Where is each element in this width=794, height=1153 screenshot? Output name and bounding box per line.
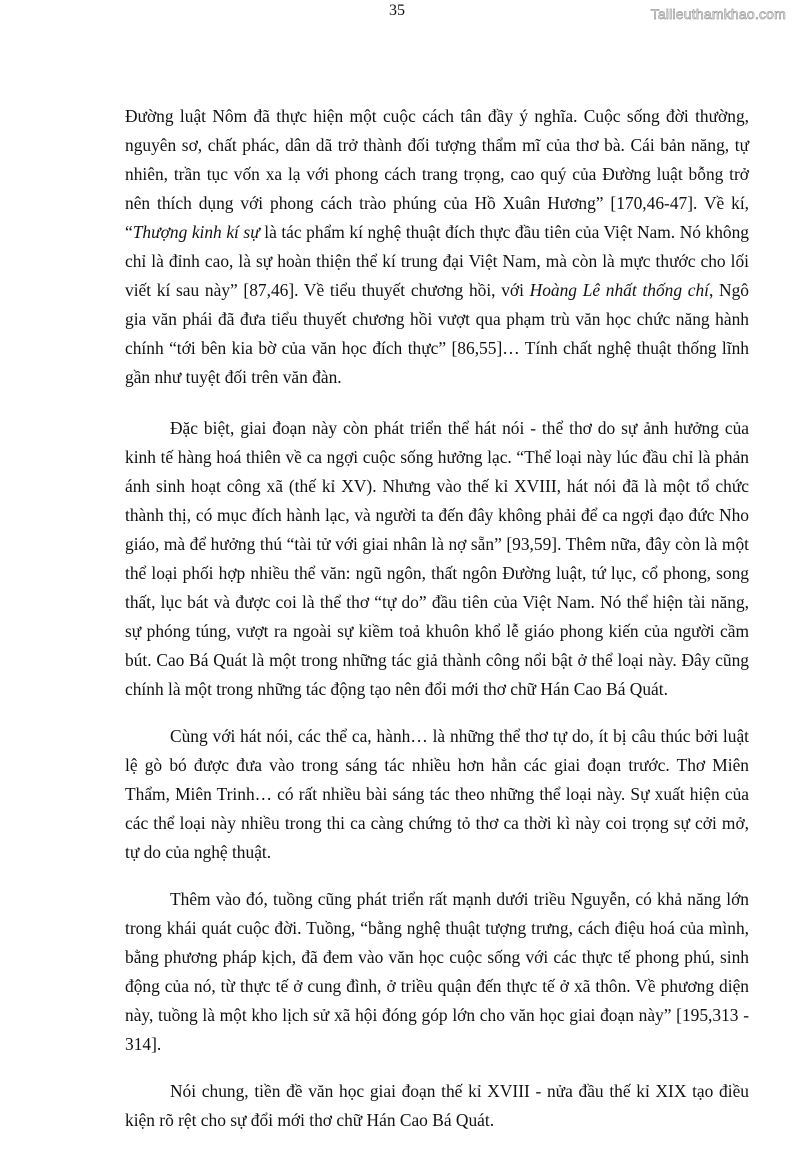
paragraph-2: Đặc biệt, giai đoạn này còn phát triển thể hát nói - thể thơ do sự ảnh hưởng của kinh tế hàng hoá thiên về ca ngợi cuộc sống hưởng lạc. “Thể loại này lúc đầu chỉ là phản ánh sinh hoạt công xã (thế kỉ XV). Nhưng vào thế kỉ XVIII, hát nói đã là một tổ chức thành thị, có mục đích hành lạc, và người ta đến đây không phải để ca ngợi đạo đức Nho giáo, mà để hưởng thú “tài tử với giai nhân là nợ sẵn” [93,59]. Thêm nữa, đây còn là một thể loại phối hợp nhiều thể văn: ngũ ngôn, thất ngôn Đường luật, tứ lục, cổ phong, song thất, lục bát và được coi là thể thơ “tự do” đầu tiên của Việt Nam. Nó thể hiện tài năng, sự phóng túng, vượt ra ngoài sự kiềm toả khuôn khổ lễ giáo phong kiến của người cầm bút. Cao Bá Quát là một trong những tác giả thành công nổi bật ở thể loại này. Đây cũng chính là một trong những tác động tạo nên đổi mới thơ chữ Hán Cao Bá Quát. <box>125 418 749 699</box>
book-title-hoang-le-nhat-thong-chi: Hoàng Lê nhất thống chí <box>529 280 709 300</box>
paragraph-1-text-a: Đường luật Nôm đã thực hiện một cuộc cách tân đầy ý nghĩa. Cuộc sống đời thường, nguyên sơ, chất phác, dân dã trở thành đối tượng thẩm mĩ của thơ bà. Cái bản năng, tự nhiên, trần tục vốn xa lạ với phong cách trang trọng, cao quý của Đường luật bỗng trở nên thích dụng với phong cách trào phúng của Hồ Xuân Hương” [170,46-47]. Về kí, “ <box>125 106 749 242</box>
paragraph-1 <box>125 102 749 392</box>
book-title-thuong-kinh-ki-su: Thượng kinh kí sự <box>132 222 260 242</box>
paragraph-5: Nói chung, tiền đề văn học giai đoạn thế kỉ XVIII - nửa đầu thế kỉ XIX tạo điều kiện rõ rệt cho sự đổi mới thơ chữ Hán Cao Bá Quát. <box>125 1081 749 1130</box>
paragraph-1-text-b: là tác phẩm kí nghệ thuật đích thực đầu tiên của Việt Nam. Nó không chỉ là đỉnh cao, là sự hoàn thiện thể kí trung đại Việt Nam, mà còn là mực thước cho lối viết kí sau này” [87,46]. Về tiểu thuyết chương hồi, với <box>125 222 749 300</box>
paragraph-3: Cùng với hát nói, các thể ca, hành… là những thể thơ tự do, ít bị câu thúc bởi luật lệ gò bó được đưa vào trong sáng tác nhiều hơn hẳn các giai đoạn trước. Thơ Miên Thẩm, Miên Trinh… có rất nhiều bài sáng tác theo những thể loại này. Sự xuất hiện của các thể loại này nhiều trong thi ca càng chứng tỏ thơ ca thời kì này coi trọng sự cởi mở, tự do của nghệ thuật. <box>125 726 749 862</box>
document-body <box>125 102 749 1153</box>
paragraph-1-text-c: , Ngô gia văn phái đã đưa tiểu thuyết chương hồi vượt qua phạm trù văn học chức năng hành chính “tới bên kia bờ của văn học đích thực” [86,55]… Tính chất nghệ thuật thống lĩnh gần như tuyệt đối trên văn đàn. <box>125 280 749 387</box>
watermark: Tailieuthamkhao.com <box>650 6 786 22</box>
page-number: 35 <box>389 2 405 19</box>
paragraph-4: Thêm vào đó, tuồng cũng phát triển rất mạnh dưới triều Nguyễn, có khả năng lớn trong khái quát cuộc đời. Tuồng, “bằng nghệ thuật tượng trưng, cách điệu hoá của mình, bằng phương pháp kịch, đã đem vào văn học cuộc sống với các thực tế phong phú, sinh động của nó, từ thực tế ở cung đình, ở triều quận đến thực tế ở xã thôn. Về phương diện này, tuồng là một kho lịch sử xã hội đóng góp lớn cho văn học giai đoạn này” [195,313 - 314]. <box>125 889 749 1054</box>
